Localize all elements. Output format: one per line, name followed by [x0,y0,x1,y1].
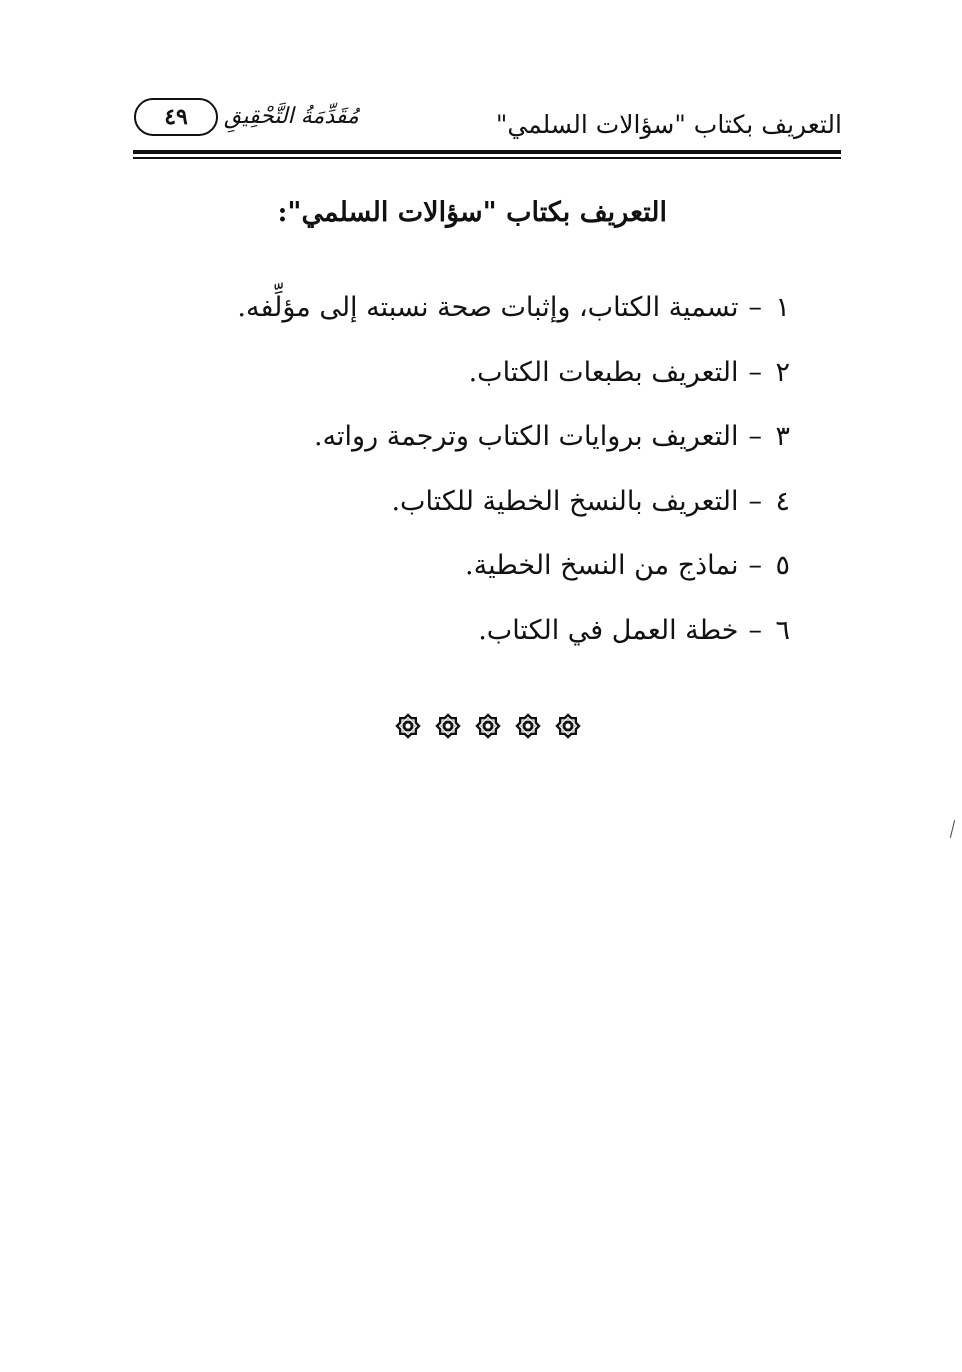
item-number: ٦ [775,614,790,646]
item-number: ٣ [775,421,790,452]
header-rule-thin [133,157,841,159]
item-text: التعريف بالنسخ الخطية للكتاب. [391,485,739,517]
eight-point-star-icon [392,710,424,742]
item-dash: – [748,550,762,581]
item-number: ٤ [775,485,790,517]
list-item [230,546,790,611]
section-end-ornament [392,707,584,745]
section-title: مُقَدِّمَةُ التَّحْقِيقِ [224,104,359,129]
list-item [230,288,790,353]
item-text: تسمية الكتاب، وإثبات صحة نسبته إلى مؤلِّفه. [237,292,739,323]
list-item [230,611,790,676]
item-number: ٢ [775,356,790,388]
section-heading: التعريف بكتاب "سؤالات السلمي": [277,197,667,228]
item-text: التعريف بروايات الكتاب وترجمة رواته. [313,421,739,452]
contents-list [230,288,790,675]
item-dash: – [748,356,762,388]
item-dash: – [748,421,762,452]
page-number-badge: ٤٩ [134,98,218,136]
eight-point-star-icon [472,710,504,742]
item-text: نماذج من النسخ الخطية. [465,550,739,581]
item-dash: – [748,614,762,646]
eight-point-star-icon [512,710,544,742]
eight-point-star-icon [552,710,584,742]
item-text: التعريف بطبعات الكتاب. [468,356,739,388]
item-number: ٥ [775,550,790,581]
item-number: ١ [775,292,790,323]
item-text: خطة العمل في الكتاب. [478,614,739,646]
running-header [130,92,842,152]
list-item [230,353,790,418]
running-title: التعريف بكتاب "سؤالات السلمي" [495,110,842,139]
item-dash: – [748,485,762,517]
list-item [230,417,790,482]
list-item [230,482,790,547]
eight-point-star-icon [432,710,464,742]
header-rule-thick [133,150,841,154]
scan-margin-mark [950,820,955,838]
item-dash: – [748,292,762,323]
